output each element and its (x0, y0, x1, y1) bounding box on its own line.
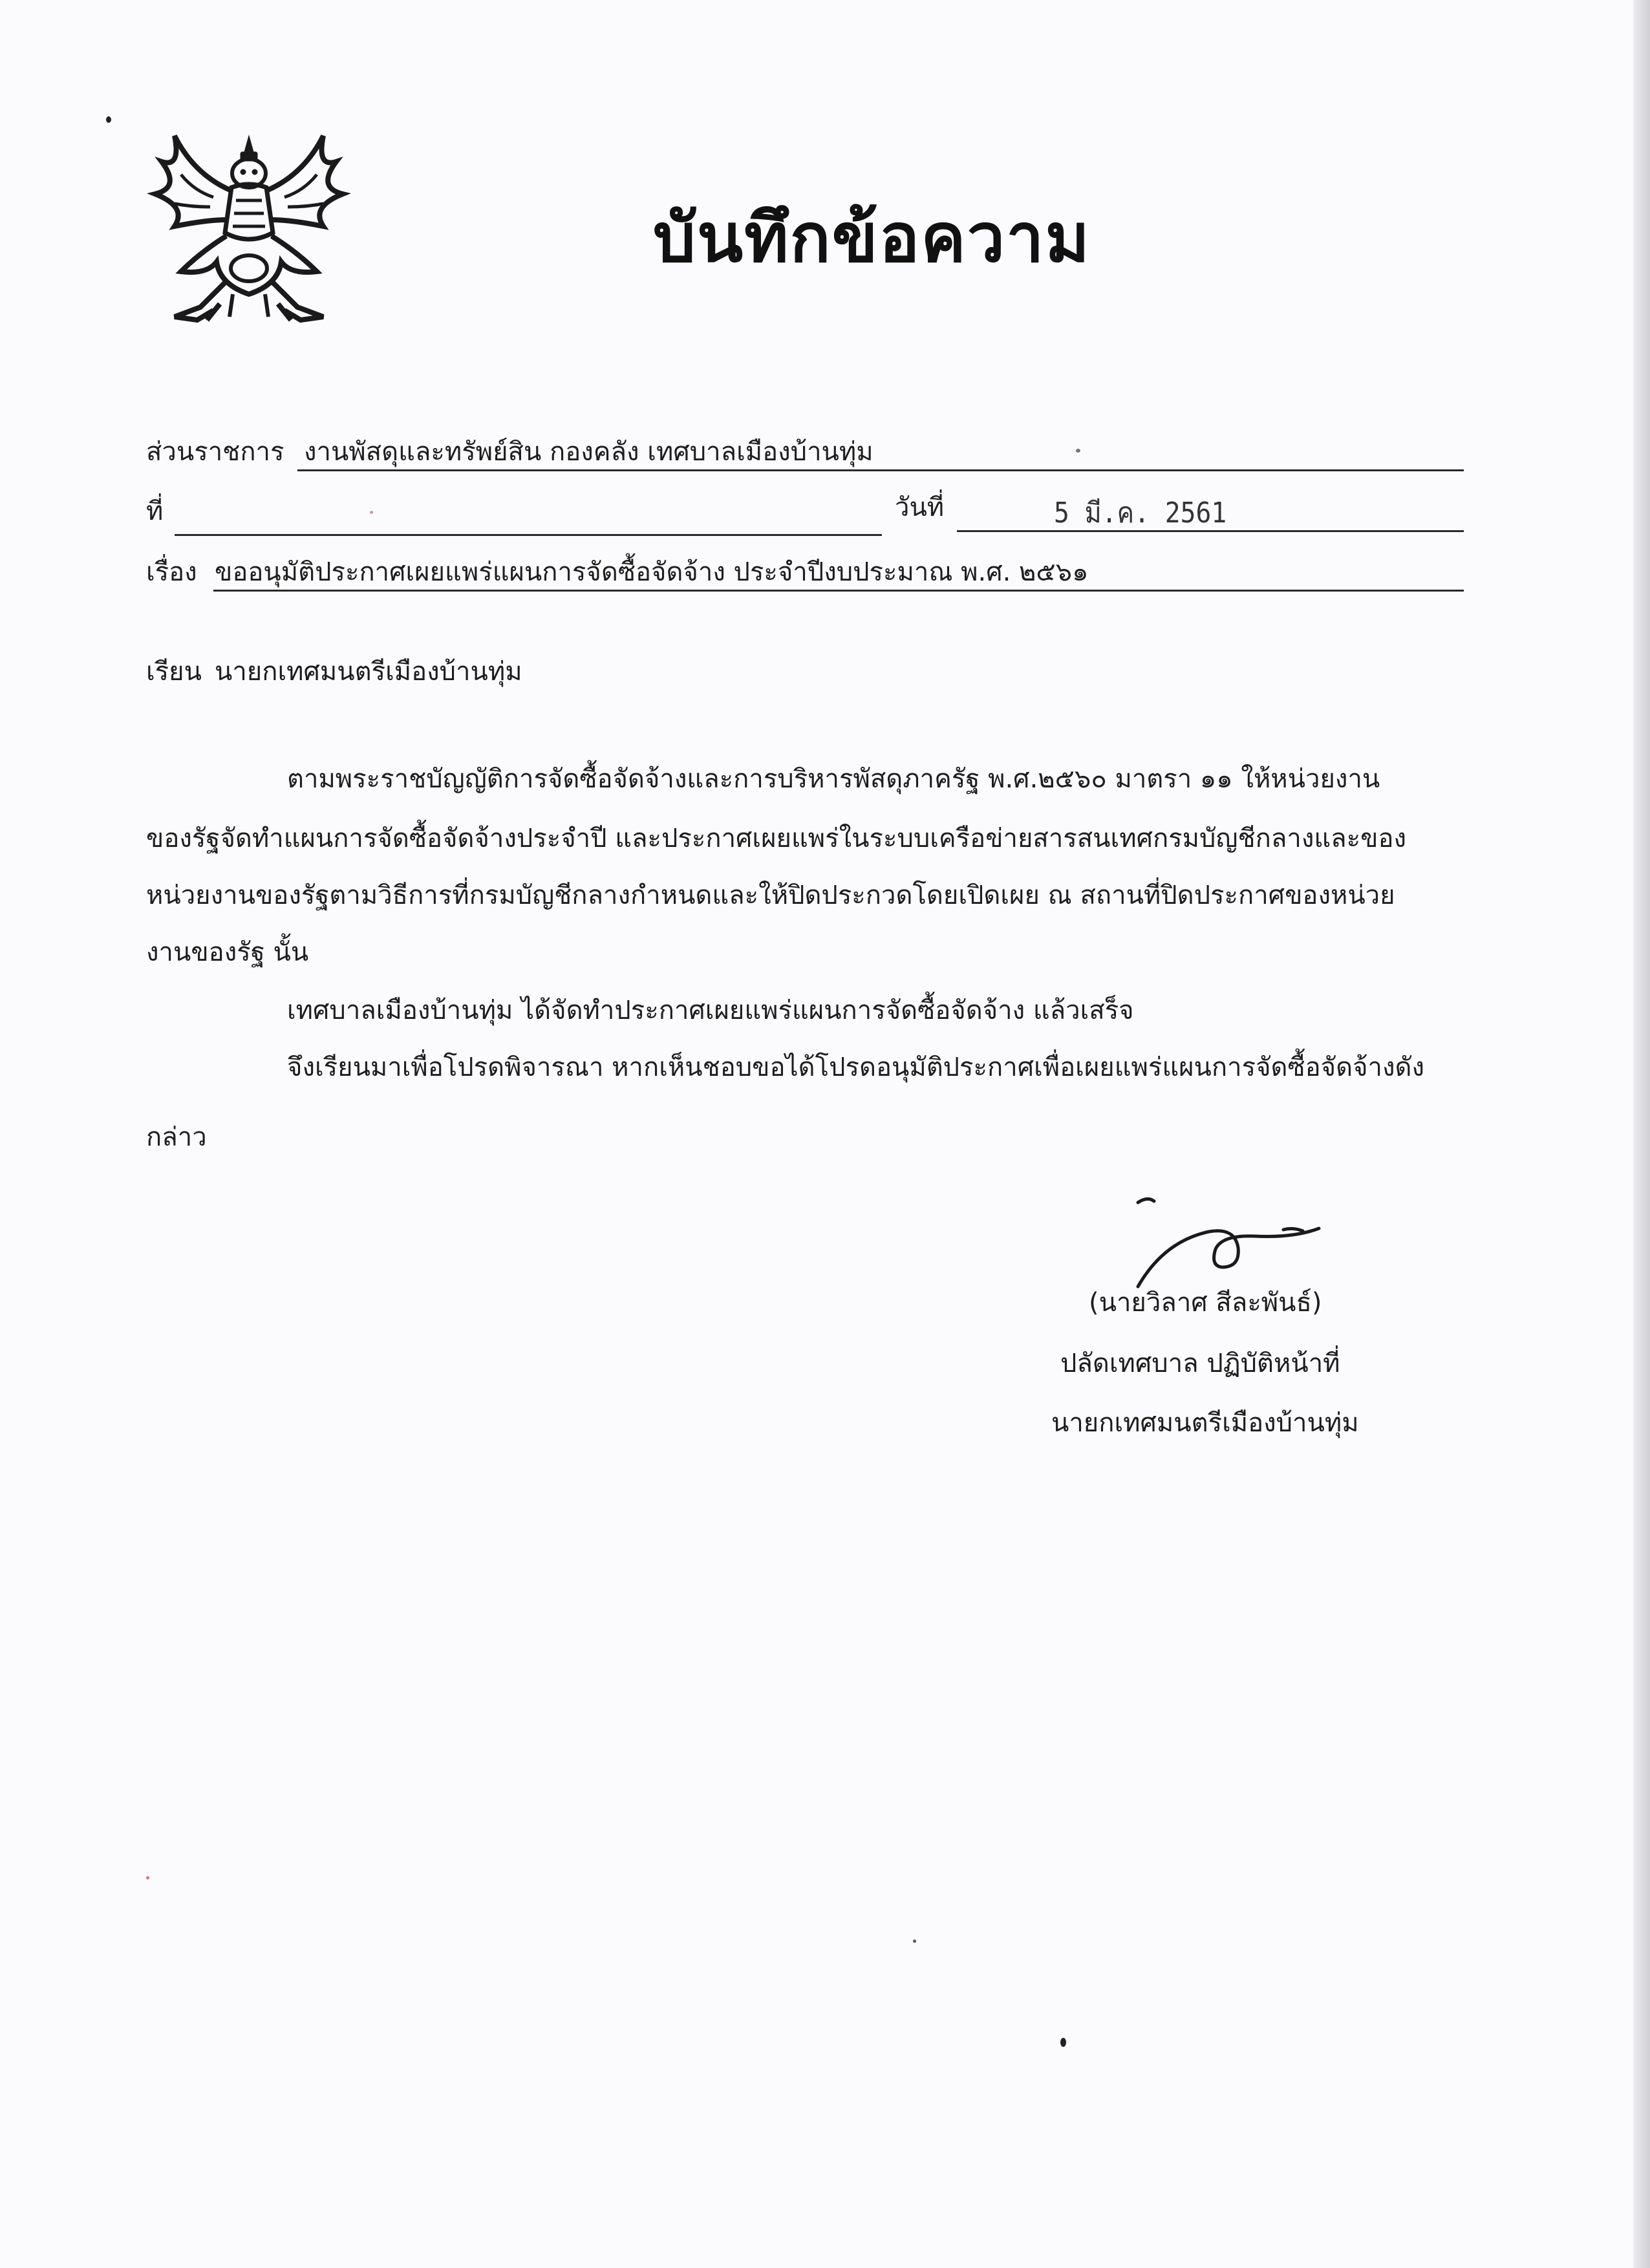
body-p1-line: งานของรัฐ นั้น (146, 937, 309, 967)
agency-value: งานพัสดุและทรัพย์สิน กองคลัง เทศบาลเมืองบ้านทุ่ม (304, 437, 873, 467)
body-p1-line: ตามพระราชบัญญัติการจัดซื้อจัดจ้างและการบริหารพัสดุภาครัฐ พ.ศ.๒๕๖๐ มาตรา ๑๑ ให้หน่วยงาน (287, 764, 1380, 794)
signatory-name: (นายวิลาศ สีละพันธ์) (1089, 1288, 1322, 1318)
agency-label: ส่วนราชการ (146, 437, 284, 467)
page-edge-shadow (1633, 0, 1650, 2268)
scan-speck (1076, 449, 1080, 453)
date-value: 5 มี.ค. 2561 (1054, 497, 1227, 530)
scan-speck (106, 116, 111, 123)
scan-speck (1060, 2038, 1066, 2047)
scan-speck (146, 1876, 149, 1879)
signatory-position: ปลัดเทศบาล ปฏิบัติหน้าที่ (1060, 1349, 1340, 1378)
salutation-label: เรียน (146, 657, 202, 687)
subject-label: เรื่อง (146, 557, 197, 587)
body-p1-line: หน่วยงานของรัฐตามวิธีการที่กรมบัญชีกลางกำหนดและให้ปิดประกวดโดยเปิดเผย ณ สถานที่ปิดประกาศของหน่วย (146, 881, 1395, 910)
signatory-position-acting: นายกเทศมนตรีเมืองบ้านทุ่ม (1051, 1408, 1359, 1438)
date-label: วันที่ (895, 493, 945, 522)
handwritten-signature (1125, 1190, 1345, 1293)
body-p3-line: กล่าว (146, 1122, 207, 1152)
number-underline (175, 534, 882, 536)
number-label: ที่ (146, 497, 164, 526)
body-p1-line: ของรัฐจัดทำแผนการจัดซื้อจัดจ้างประจำปี และประกาศเผยแพร่ในระบบเครือข่ายสารสนเทศกรมบัญชีกลางและของ (146, 824, 1407, 853)
subject-value: ขออนุมัติประกาศเผยแพร่แผนการจัดซื้อจัดจ้าง ประจำปีงบประมาณ พ.ศ. ๒๕๖๑ (215, 557, 1089, 587)
subject-underline (213, 590, 1464, 592)
date-underline (957, 530, 1464, 532)
scan-speck (370, 511, 373, 514)
body-p3-line: จึงเรียนมาเพื่อโปรดพิจารณา หากเห็นชอบขอได้โปรดอนุมัติประกาศเพื่อเผยแพร่แผนการจัดซื้อจัดจ้างดัง (287, 1053, 1425, 1082)
agency-underline (297, 469, 1464, 471)
memo-title: บันทึกข้อความ (653, 198, 1091, 277)
garuda-emblem-icon (136, 123, 362, 336)
body-p2: เทศบาลเมืองบ้านทุ่ม ได้จัดทำประกาศเผยแพร่แผนการจัดซื้อจัดจ้าง แล้วเสร็จ (287, 996, 1134, 1025)
salutation-recipient: นายกเทศมนตรีเมืองบ้านทุ่ม (215, 657, 522, 687)
scan-speck (913, 1940, 916, 1943)
